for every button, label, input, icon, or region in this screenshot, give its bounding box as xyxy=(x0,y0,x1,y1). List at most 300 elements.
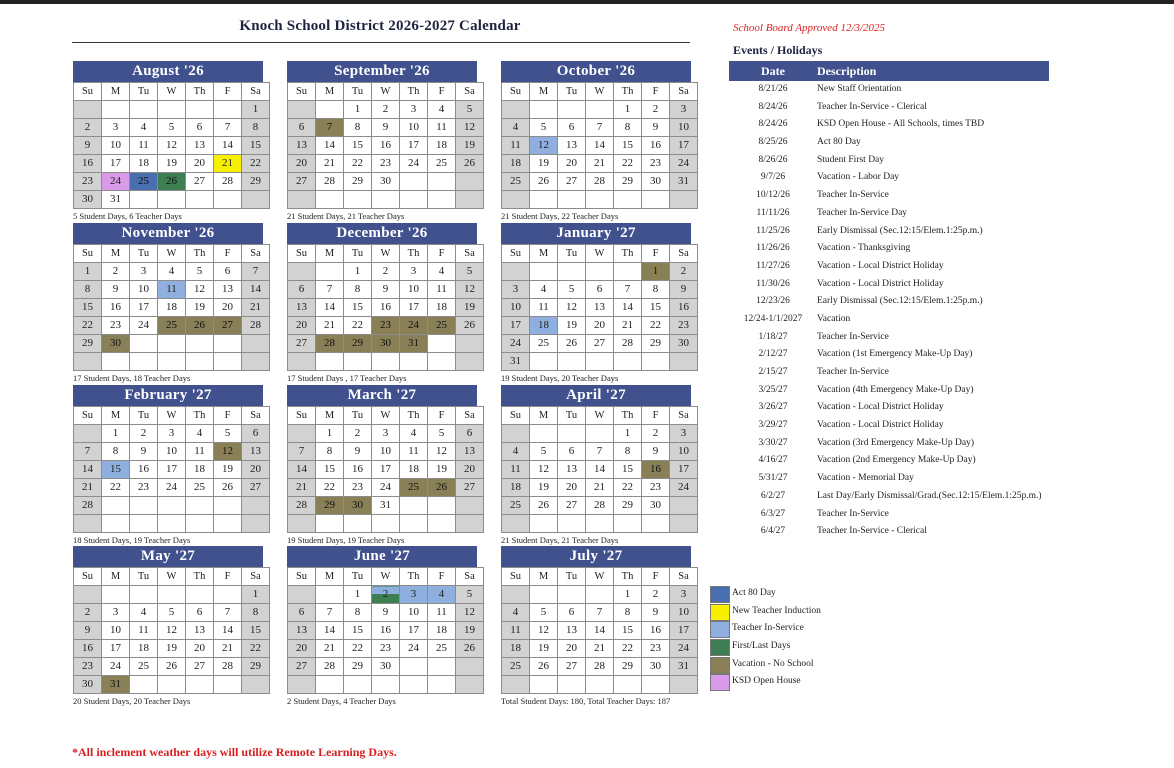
event-description: Vacation - Thanksgiving xyxy=(817,243,911,254)
day-cell: 12 xyxy=(456,604,484,622)
day-cell: 15 xyxy=(344,299,372,317)
empty-cell xyxy=(502,515,530,533)
day-cell: 19 xyxy=(456,299,484,317)
day-cell-vac: 16 xyxy=(642,461,670,479)
day-cell: 25 xyxy=(428,155,456,173)
day-cell: 7 xyxy=(586,443,614,461)
event-description: Vacation - Local District Holiday xyxy=(817,278,944,289)
weekday-header: W xyxy=(158,245,186,263)
day-cell: 1 xyxy=(316,425,344,443)
month-title: June '27 xyxy=(287,546,477,567)
empty-cell xyxy=(130,335,158,353)
weekday-header: M xyxy=(102,568,130,586)
weekday-header: Su xyxy=(502,83,530,101)
day-cell: 7 xyxy=(614,281,642,299)
description-column-header: Description xyxy=(817,64,877,78)
event-row xyxy=(729,99,1049,117)
day-cell: 6 xyxy=(558,443,586,461)
day-cell: 9 xyxy=(670,281,698,299)
weekday-header: Sa xyxy=(670,83,698,101)
day-cell: 22 xyxy=(102,479,130,497)
day-cell: 2 xyxy=(642,425,670,443)
day-cell: 24 xyxy=(102,658,130,676)
weekday-header: M xyxy=(316,83,344,101)
weekday-header: Tu xyxy=(344,83,372,101)
day-cell: 3 xyxy=(102,604,130,622)
empty-cell xyxy=(400,515,428,533)
day-cell: 1 xyxy=(614,101,642,119)
day-cell: 12 xyxy=(186,281,214,299)
event-row xyxy=(729,187,1049,205)
day-cell: 14 xyxy=(316,137,344,155)
empty-cell xyxy=(530,586,558,604)
day-cell: 17 xyxy=(130,299,158,317)
month-calendar xyxy=(73,546,263,706)
day-cell: 11 xyxy=(130,137,158,155)
day-cell: 29 xyxy=(242,658,270,676)
day-cell: 20 xyxy=(288,317,316,335)
day-cell-vac: 31 xyxy=(400,335,428,353)
day-cell: 18 xyxy=(130,640,158,658)
empty-cell xyxy=(530,353,558,371)
empty-cell xyxy=(102,497,130,515)
day-cell: 1 xyxy=(242,101,270,119)
empty-cell xyxy=(158,191,186,209)
empty-cell xyxy=(614,676,642,694)
event-row xyxy=(729,205,1049,223)
day-cell: 14 xyxy=(614,299,642,317)
event-row xyxy=(729,223,1049,241)
weekday-header: M xyxy=(530,568,558,586)
day-cell: 7 xyxy=(214,119,242,137)
empty-cell xyxy=(642,353,670,371)
day-cell: 21 xyxy=(242,299,270,317)
weekday-header: F xyxy=(428,245,456,263)
day-cell: 19 xyxy=(158,155,186,173)
month-grid xyxy=(73,567,270,694)
empty-cell xyxy=(642,191,670,209)
empty-cell xyxy=(456,353,484,371)
day-cell: 15 xyxy=(614,622,642,640)
weekday-header: Tu xyxy=(558,407,586,425)
day-cell: 30 xyxy=(642,173,670,191)
day-cell: 16 xyxy=(372,622,400,640)
event-date: 6/4/27 xyxy=(760,526,786,537)
empty-cell xyxy=(502,586,530,604)
month-calendar xyxy=(287,546,477,706)
weekday-header: Tu xyxy=(130,407,158,425)
day-cell: 15 xyxy=(74,299,102,317)
day-cell: 25 xyxy=(428,640,456,658)
day-cell: 5 xyxy=(456,101,484,119)
weekday-header: Sa xyxy=(670,407,698,425)
day-cell: 6 xyxy=(186,604,214,622)
event-description: Teacher In-Service xyxy=(817,190,889,201)
event-date: 8/21/26 xyxy=(758,84,788,94)
day-cell: 30 xyxy=(670,335,698,353)
day-cell: 4 xyxy=(502,604,530,622)
day-cell: 31 xyxy=(670,658,698,676)
event-date: 3/25/27 xyxy=(758,384,788,395)
event-date: 8/25/26 xyxy=(758,137,788,148)
empty-cell xyxy=(502,101,530,119)
empty-cell xyxy=(344,515,372,533)
day-cell: 16 xyxy=(74,640,102,658)
day-cell: 24 xyxy=(130,317,158,335)
event-row xyxy=(729,470,1049,488)
day-cell: 30 xyxy=(372,173,400,191)
day-cell: 15 xyxy=(614,137,642,155)
day-cell: 11 xyxy=(130,622,158,640)
empty-cell xyxy=(316,101,344,119)
day-cell: 14 xyxy=(288,461,316,479)
legend-swatch xyxy=(710,586,730,603)
empty-cell xyxy=(288,586,316,604)
event-row xyxy=(729,116,1049,134)
weekday-header: Th xyxy=(400,83,428,101)
day-cell: 1 xyxy=(614,586,642,604)
empty-cell xyxy=(530,515,558,533)
day-cell: 16 xyxy=(372,137,400,155)
legend-swatch xyxy=(710,639,730,656)
empty-cell xyxy=(530,101,558,119)
day-cell: 3 xyxy=(372,425,400,443)
day-cell: 6 xyxy=(558,604,586,622)
weekday-header: F xyxy=(642,568,670,586)
month-title: July '27 xyxy=(501,546,691,567)
weekday-header: Su xyxy=(502,407,530,425)
weekday-header: Tu xyxy=(130,568,158,586)
empty-cell xyxy=(586,263,614,281)
weekday-header: M xyxy=(530,245,558,263)
day-cell: 24 xyxy=(372,479,400,497)
day-cell: 19 xyxy=(530,479,558,497)
day-cell: 4 xyxy=(502,119,530,137)
empty-cell xyxy=(558,263,586,281)
empty-cell xyxy=(372,515,400,533)
day-cell: 2 xyxy=(642,586,670,604)
day-cell: 19 xyxy=(558,317,586,335)
day-cell: 3 xyxy=(670,586,698,604)
day-cell: 12 xyxy=(530,622,558,640)
day-cell: 3 xyxy=(400,263,428,281)
empty-cell xyxy=(456,676,484,694)
day-cell: 25 xyxy=(502,497,530,515)
day-cell: 18 xyxy=(502,155,530,173)
empty-cell xyxy=(400,173,428,191)
day-cell: 23 xyxy=(670,317,698,335)
title-divider xyxy=(72,42,690,43)
day-cell: 10 xyxy=(670,604,698,622)
month-summary: 21 Student Days, 21 Teacher Days xyxy=(501,535,619,545)
event-row xyxy=(729,329,1049,347)
day-cell: 12 xyxy=(456,119,484,137)
empty-cell xyxy=(214,101,242,119)
day-cell: 5 xyxy=(456,586,484,604)
day-cell: 8 xyxy=(344,119,372,137)
month-title: March '27 xyxy=(287,385,477,406)
day-cell-vac: 29 xyxy=(316,497,344,515)
day-cell: 14 xyxy=(242,281,270,299)
day-cell-inserv: 4 xyxy=(428,586,456,604)
event-row xyxy=(729,152,1049,170)
day-cell: 3 xyxy=(400,101,428,119)
day-cell: 6 xyxy=(288,604,316,622)
empty-cell xyxy=(288,425,316,443)
day-cell: 18 xyxy=(502,640,530,658)
empty-cell xyxy=(670,353,698,371)
day-cell: 19 xyxy=(456,622,484,640)
day-cell: 1 xyxy=(74,263,102,281)
weekday-header: W xyxy=(158,83,186,101)
day-cell: 10 xyxy=(102,622,130,640)
day-cell: 4 xyxy=(428,263,456,281)
weekday-header: W xyxy=(586,407,614,425)
day-cell: 6 xyxy=(186,119,214,137)
weekday-header: F xyxy=(428,83,456,101)
empty-cell xyxy=(102,515,130,533)
event-description: Vacation (2nd Emergency Make-Up Day) xyxy=(817,455,976,466)
empty-cell xyxy=(242,191,270,209)
empty-cell xyxy=(586,515,614,533)
month-summary: 17 Student Days, 18 Teacher Days xyxy=(73,373,191,383)
empty-cell xyxy=(502,191,530,209)
event-description: Vacation (1st Emergency Make-Up Day) xyxy=(817,349,973,360)
empty-cell xyxy=(130,497,158,515)
day-cell: 8 xyxy=(74,281,102,299)
event-date: 6/3/27 xyxy=(760,508,786,519)
month-title: September '26 xyxy=(287,61,477,82)
day-cell: 22 xyxy=(242,640,270,658)
day-cell: 16 xyxy=(130,461,158,479)
day-cell: 14 xyxy=(214,622,242,640)
day-cell: 3 xyxy=(130,263,158,281)
month-title: November '26 xyxy=(73,223,263,244)
weekday-header: W xyxy=(586,568,614,586)
weekday-header: Tu xyxy=(130,83,158,101)
day-cell: 17 xyxy=(502,317,530,335)
day-cell: 26 xyxy=(456,640,484,658)
day-cell: 20 xyxy=(214,299,242,317)
month-title: December '26 xyxy=(287,223,477,244)
month-summary: 21 Student Days, 21 Teacher Days xyxy=(287,211,405,221)
day-cell-vac: 31 xyxy=(102,676,130,694)
empty-cell xyxy=(130,191,158,209)
weekday-header: F xyxy=(642,245,670,263)
events-heading: Events / Holidays xyxy=(733,43,823,57)
event-date: 1/18/27 xyxy=(758,331,788,342)
empty-cell xyxy=(456,515,484,533)
day-cell: 22 xyxy=(242,155,270,173)
empty-cell xyxy=(456,191,484,209)
weekday-header: Su xyxy=(288,83,316,101)
weekday-header: Su xyxy=(74,83,102,101)
day-cell: 8 xyxy=(344,604,372,622)
weekday-header: M xyxy=(530,407,558,425)
weekday-header: Sa xyxy=(242,407,270,425)
day-cell: 22 xyxy=(344,317,372,335)
day-cell: 19 xyxy=(530,640,558,658)
month-summary: 5 Student Days, 6 Teacher Days xyxy=(73,211,182,221)
event-row xyxy=(729,435,1049,453)
event-row xyxy=(729,276,1049,294)
event-row xyxy=(729,488,1049,506)
day-cell: 18 xyxy=(186,461,214,479)
day-cell: 26 xyxy=(530,658,558,676)
month-title: October '26 xyxy=(501,61,691,82)
event-description: New Staff Orientation xyxy=(817,84,902,94)
day-cell: 2 xyxy=(74,604,102,622)
event-description: Teacher In-Service xyxy=(817,508,889,519)
day-cell: 20 xyxy=(288,155,316,173)
event-date: 11/11/26 xyxy=(756,207,790,218)
day-cell: 24 xyxy=(502,335,530,353)
month-grid xyxy=(501,82,698,209)
weekday-header: Th xyxy=(614,407,642,425)
day-cell-vac: 25 xyxy=(428,317,456,335)
day-cell: 23 xyxy=(130,479,158,497)
empty-cell xyxy=(102,586,130,604)
event-description: Teacher In-Service xyxy=(817,331,889,342)
day-cell: 16 xyxy=(670,299,698,317)
month-calendar xyxy=(73,223,263,383)
empty-cell xyxy=(428,497,456,515)
day-cell: 9 xyxy=(372,119,400,137)
month-grid xyxy=(287,244,484,371)
day-cell: 18 xyxy=(428,622,456,640)
day-cell: 17 xyxy=(670,137,698,155)
day-cell: 21 xyxy=(586,155,614,173)
weekday-header: M xyxy=(530,83,558,101)
day-cell: 21 xyxy=(614,317,642,335)
day-cell: 1 xyxy=(344,101,372,119)
month-grid xyxy=(287,82,484,209)
empty-cell xyxy=(558,676,586,694)
day-cell: 2 xyxy=(130,425,158,443)
day-cell: 26 xyxy=(530,497,558,515)
day-cell: 8 xyxy=(242,604,270,622)
approval-note: School Board Approved 12/3/2025 xyxy=(733,22,886,34)
month-grid xyxy=(73,406,270,533)
day-cell: 5 xyxy=(186,263,214,281)
empty-cell xyxy=(558,101,586,119)
empty-cell xyxy=(400,191,428,209)
day-cell: 26 xyxy=(456,317,484,335)
event-row xyxy=(729,346,1049,364)
day-cell: 23 xyxy=(372,640,400,658)
day-cell: 17 xyxy=(158,461,186,479)
empty-cell xyxy=(214,335,242,353)
day-cell: 27 xyxy=(288,335,316,353)
day-cell: 23 xyxy=(642,640,670,658)
day-cell: 14 xyxy=(74,461,102,479)
event-row xyxy=(729,417,1049,435)
calendar-title: Knoch School District 2026-2027 Calendar xyxy=(239,18,521,34)
day-cell-inserv: 3 xyxy=(400,586,428,604)
empty-cell xyxy=(158,586,186,604)
event-description: Vacation (3rd Emergency Make-Up Day) xyxy=(817,437,975,448)
day-cell: 7 xyxy=(316,281,344,299)
day-cell: 19 xyxy=(158,640,186,658)
event-date: 3/29/27 xyxy=(758,420,788,431)
day-cell: 20 xyxy=(558,155,586,173)
empty-cell xyxy=(456,173,484,191)
weekday-header: Su xyxy=(502,245,530,263)
weekday-header: Th xyxy=(186,245,214,263)
event-date: 5/31/27 xyxy=(758,473,788,484)
event-date: 8/26/26 xyxy=(758,154,788,165)
empty-cell xyxy=(316,353,344,371)
month-title: May '27 xyxy=(73,546,263,567)
event-date: 2/15/27 xyxy=(758,367,788,377)
day-cell: 19 xyxy=(428,461,456,479)
event-row xyxy=(729,134,1049,152)
event-description: Vacation xyxy=(817,313,851,324)
day-cell: 23 xyxy=(74,173,102,191)
empty-cell xyxy=(372,676,400,694)
day-cell: 5 xyxy=(158,604,186,622)
day-cell: 25 xyxy=(530,335,558,353)
day-cell: 20 xyxy=(288,640,316,658)
day-cell: 4 xyxy=(186,425,214,443)
empty-cell xyxy=(586,425,614,443)
legend-label: Teacher In-Service xyxy=(732,623,804,634)
day-cell: 13 xyxy=(558,622,586,640)
weekday-header: Th xyxy=(400,568,428,586)
event-description: Early Dismissal (Sec.12:15/Elem.1:25p.m.) xyxy=(817,296,983,307)
day-cell: 9 xyxy=(344,443,372,461)
empty-cell xyxy=(158,101,186,119)
event-row xyxy=(729,364,1049,382)
day-cell: 17 xyxy=(102,640,130,658)
day-cell: 18 xyxy=(428,137,456,155)
day-cell: 22 xyxy=(614,155,642,173)
day-cell: 24 xyxy=(670,479,698,497)
day-cell: 27 xyxy=(558,497,586,515)
month-summary: 19 Student Days, 20 Teacher Days xyxy=(501,373,619,383)
legend-label: KSD Open House xyxy=(732,676,801,687)
event-description: Teacher In-Service Day xyxy=(817,207,908,218)
month-calendar xyxy=(287,385,477,545)
event-row xyxy=(729,169,1049,187)
empty-cell xyxy=(614,263,642,281)
weekday-header: F xyxy=(214,245,242,263)
day-cell: 27 xyxy=(586,335,614,353)
day-cell: 20 xyxy=(186,155,214,173)
day-cell: 5 xyxy=(456,263,484,281)
events-rows xyxy=(729,81,1049,541)
day-cell: 31 xyxy=(102,191,130,209)
event-date: 3/26/27 xyxy=(758,402,788,413)
day-cell: 31 xyxy=(372,497,400,515)
day-cell: 20 xyxy=(558,640,586,658)
empty-cell xyxy=(158,676,186,694)
day-cell: 15 xyxy=(242,622,270,640)
weekday-header: Su xyxy=(288,407,316,425)
empty-cell xyxy=(130,353,158,371)
month-calendar xyxy=(501,546,691,696)
day-cell: 13 xyxy=(186,622,214,640)
event-description: Teacher In-Service - Clerical xyxy=(817,526,927,537)
day-cell: 23 xyxy=(642,155,670,173)
event-date: 8/24/26 xyxy=(758,101,788,112)
day-cell: 9 xyxy=(130,443,158,461)
day-cell: 7 xyxy=(586,604,614,622)
weekday-header: Su xyxy=(74,407,102,425)
weekday-header: Su xyxy=(74,245,102,263)
day-cell: 24 xyxy=(400,640,428,658)
day-cell: 11 xyxy=(428,281,456,299)
